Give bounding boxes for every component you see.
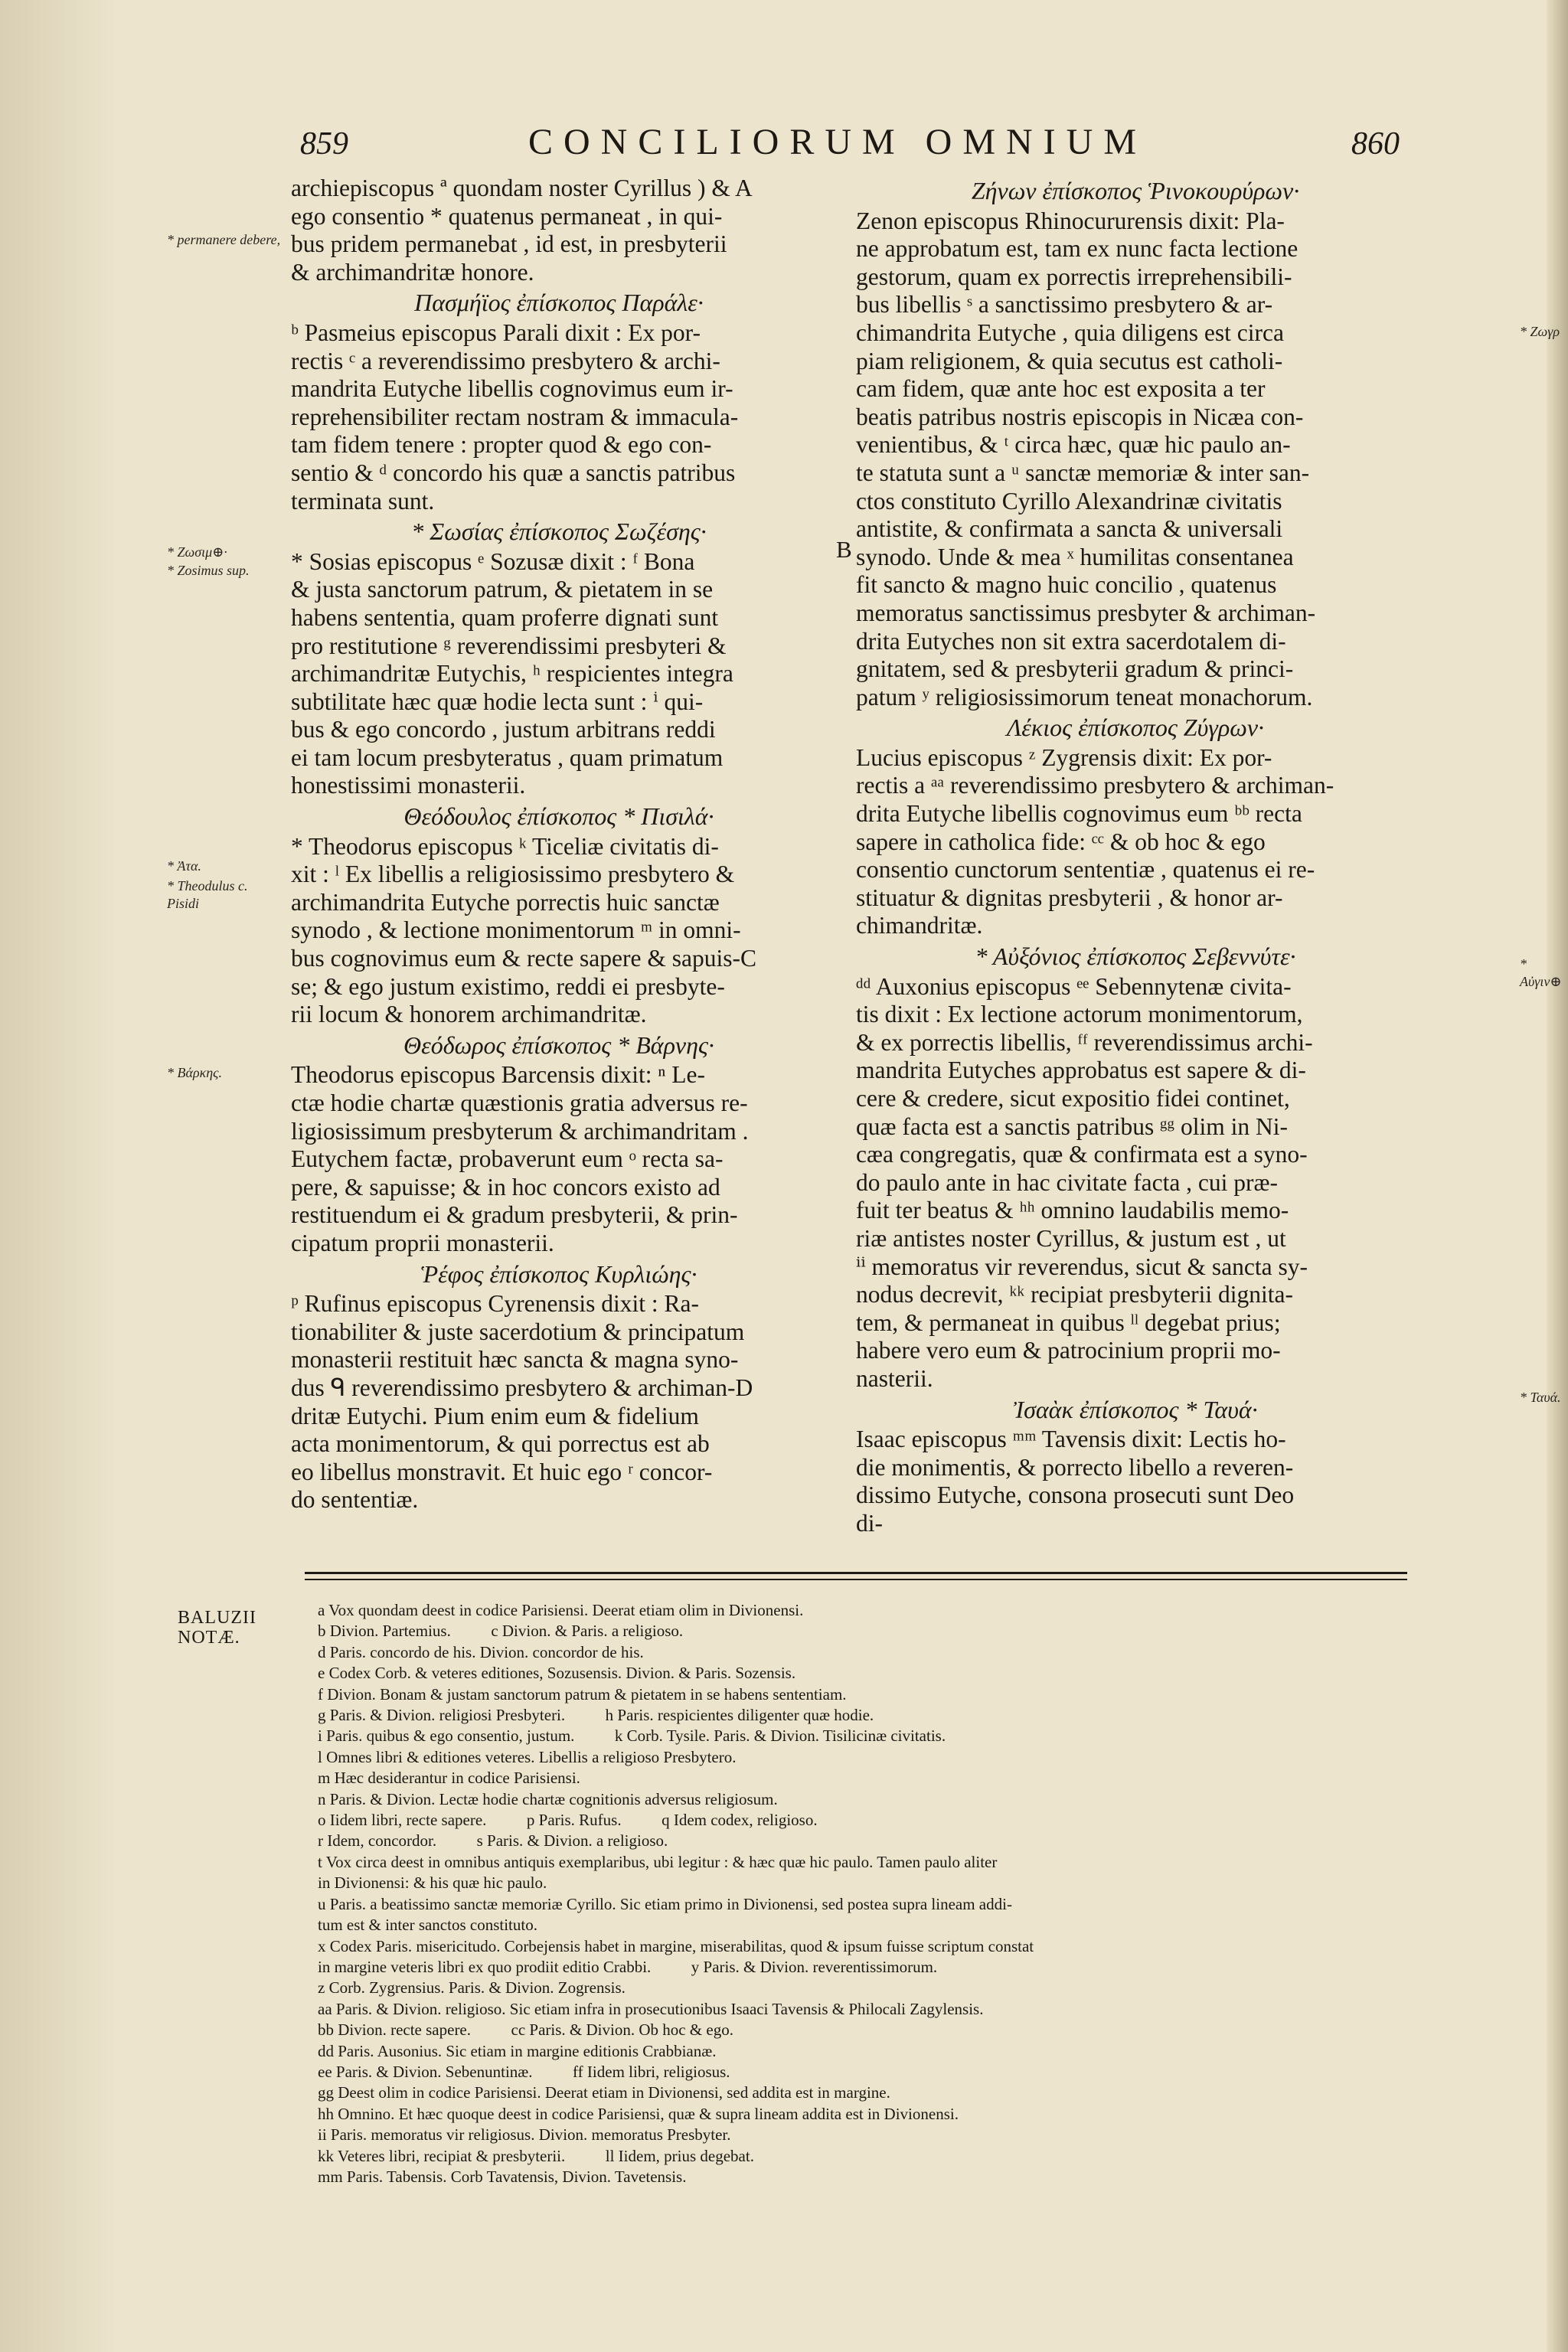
footnote-line: aa Paris. & Divion. religioso. Sic etiam infra in prosecutionibus Isaaci Tavensis & Philocali Zagylensis. bbox=[318, 1999, 984, 2018]
text-line: Eutychem factæ, probaverunt eum ᵒ recta sa- bbox=[291, 1145, 724, 1173]
text-line: ⁱⁱ memoratus vir reverendus, sicut & sancta sy- bbox=[856, 1253, 1308, 1280]
greek-heading: Πασμήϊος ἐπίσκοπος Παράλε· bbox=[414, 289, 704, 317]
text-line: te statuta sunt a ᵘ sanctæ memoriæ & inter san- bbox=[856, 459, 1310, 486]
text-line: habere vero eum & patrocinium proprii mo- bbox=[856, 1337, 1281, 1364]
text-line: restituendum ei & gradum presbyterii, & prin- bbox=[291, 1201, 738, 1229]
footnote-line: o Iidem libri, recte sapere. p Paris. Rufus. q Idem codex, religioso. bbox=[318, 1811, 818, 1830]
footnote-line: tum est & inter sanctos constituto. bbox=[318, 1916, 537, 1935]
footnote-line: n Paris. & Divion. Lectæ hodie chartæ cognitionis adversus religiosum. bbox=[318, 1789, 778, 1808]
notes-label-line: BALUZII bbox=[178, 1608, 256, 1628]
footnote-line: t Vox circa deest in omnibus antiquis exemplaribus, ubi legitur : & hæc quæ hic paulo. Tamen paulo aliter bbox=[318, 1852, 998, 1871]
text-line: ctos constituto Cyrillo Alexandrinæ civitatis bbox=[856, 487, 1282, 514]
right-page-number: 860 bbox=[1351, 126, 1400, 162]
text-line: do paulo ante in hac civitate facta , cui præ- bbox=[856, 1168, 1279, 1196]
text-line: & ex porrectis libellis, ᶠᶠ reverendissimus archi- bbox=[856, 1028, 1313, 1056]
text-line: synodo , & lectione monimentorum ᵐ in omni- bbox=[291, 916, 741, 944]
text-line: ligiosissimum presbyterum & archimandritam . bbox=[291, 1117, 749, 1145]
text-line: tionabiliter & juste sacerdotium & principatum bbox=[291, 1318, 745, 1345]
running-header bbox=[0, 121, 1568, 167]
footnote-line: u Paris. a beatissimo sanctæ memoriæ Cyrillo. Sic etiam primo in Divionensi, sed postea supra lineam addi- bbox=[318, 1894, 1012, 1913]
text-line: dritæ Eutychi. Pium enim eum & fidelium bbox=[291, 1402, 699, 1429]
text-line: riæ antistes noster Cyrillus, & justum est , ut bbox=[856, 1224, 1286, 1252]
text-line: chimandrita Eutyche , quia diligens est circa bbox=[856, 318, 1284, 346]
text-line: venientibus, & ᵗ circa hæc, quæ hic paulo an- bbox=[856, 431, 1291, 459]
baluze-notes bbox=[318, 1600, 1405, 2187]
text-line: pere, & sapuisse; & in hoc concors existo ad bbox=[291, 1173, 720, 1200]
text-line: ᵈᵈ Auxonius episcopus ᵉᵉ Sebennytenæ civita- bbox=[856, 972, 1292, 1000]
footnote-line: gg Deest olim in codice Parisiensi. Deerat etiam in Divionensi, sed addita est in margine. bbox=[318, 2083, 890, 2102]
text-line: consentio cunctorum sententiæ , quatenus ei re- bbox=[856, 856, 1315, 884]
text-line: fuit ter beatus & ʰʰ omnino laudabilis memo- bbox=[856, 1197, 1289, 1224]
text-line: honestissimi monasterii. bbox=[291, 772, 526, 799]
footnote-line: ii Paris. memoratus vir religiosus. Divion. memoratus Presbyter. bbox=[318, 2125, 731, 2145]
text-line: do sententiæ. bbox=[291, 1486, 419, 1514]
text-line: antistite, & confirmata a sancta & universali bbox=[856, 515, 1283, 543]
left-text-column bbox=[291, 175, 827, 1514]
text-line: bus & ego concordo , justum arbitrans reddi bbox=[291, 716, 716, 743]
text-line: chimandritæ. bbox=[856, 912, 983, 939]
notes-label-line: NOTÆ. bbox=[178, 1628, 240, 1648]
text-line: monasterii restituit hæc sancta & magna syno- bbox=[291, 1346, 739, 1374]
left-page-number: 859 bbox=[300, 126, 348, 162]
margin-note-zosim-greek: * Ζωσιμ⊕· bbox=[167, 544, 227, 560]
text-line: sentio & ᵈ concordo his quæ a sanctis patribus bbox=[291, 459, 736, 486]
text-line: pro restitutione ᵍ reverendissimi presbyteri & bbox=[291, 632, 727, 659]
margin-note-ata: * Ἀτα. bbox=[167, 858, 201, 874]
text-line: Zenon episcopus Rhinocururensis dixit: Pla- bbox=[856, 207, 1285, 234]
text-line: ego consentio * quatenus permaneat , in qui- bbox=[291, 202, 723, 230]
footnote-line: a Vox quondam deest in codice Parisiensi. Deerat etiam olim in Divionensi. bbox=[318, 1601, 804, 1619]
section-letter-b: B bbox=[836, 536, 852, 563]
text-line: nasterii. bbox=[856, 1364, 933, 1392]
text-line: ctæ hodie chartæ quæstionis gratia adversus re- bbox=[291, 1089, 748, 1116]
text-line: Lucius episcopus ᶻ Zygrensis dixit: Ex por- bbox=[856, 743, 1272, 771]
text-line: patum ʸ religiosissimorum teneat monachorum. bbox=[856, 683, 1313, 710]
footnote-line: i Paris. quibus & ego consentio, justum. k Corb. Tysile. Paris. & Divion. Tisilicinæ civitatis. bbox=[318, 1726, 946, 1746]
text-line: mandrita Eutyches approbatus est sapere & di- bbox=[856, 1057, 1306, 1084]
footnote-line: z Corb. Zygrensius. Paris. & Divion. Zogrensis. bbox=[318, 1978, 626, 1998]
footnote-line: ee Paris. & Divion. Sebenuntinæ. ff Iidem libri, religiosus. bbox=[318, 2062, 730, 2081]
margin-note-taua: * Ταυά. bbox=[1520, 1390, 1561, 1405]
footnote-line: bb Divion. recte sapere. cc Paris. & Divion. Ob hoc & ego. bbox=[318, 2020, 733, 2040]
text-line: & justa sanctorum patrum, & pietatem in se bbox=[291, 576, 714, 603]
text-line: ᵖ Rufinus episcopus Cyrenensis dixit : Ra- bbox=[291, 1290, 700, 1318]
text-line: gestorum, quam ex porrectis irreprehensibili- bbox=[856, 263, 1292, 290]
text-line: tis dixit : Ex lectione actorum monimentorum, bbox=[856, 1001, 1303, 1028]
footnote-line: dd Paris. Ausonius. Sic etiam in margine editionis Crabbianæ. bbox=[318, 2041, 717, 2060]
binding-gutter bbox=[0, 0, 115, 2352]
text-line: cere & credere, sicut expositio fidei continet, bbox=[856, 1085, 1290, 1112]
text-line: dus ᑫ reverendissimo presbytero & archiman-D bbox=[291, 1374, 753, 1401]
footnote-line: in margine veteris libri ex quo prodiit editio Crabbi. y Paris. & Divion. reverentissimorum. bbox=[318, 1957, 938, 1976]
footnote-line: l Omnes libri & editiones veteres. Libellis a religioso Presbytero. bbox=[318, 1747, 737, 1766]
footnote-line: mm Paris. Tabensis. Corb Tavatensis, Divion. Tavetensis. bbox=[318, 2167, 687, 2186]
greek-heading: Λέκιος ἐπίσκοπος Ζύγρων· bbox=[1006, 714, 1265, 742]
text-line: memoratus sanctissimus presbyter & archiman- bbox=[856, 599, 1316, 626]
text-line: ei tam locum presbyteratus , quam primatum bbox=[291, 743, 724, 771]
text-line: xit : ˡ Ex libellis a religiosissimo presbytero & bbox=[291, 861, 735, 888]
text-line: terminata sunt. bbox=[291, 487, 435, 514]
text-line: rii locum & honorem archimandritæ. bbox=[291, 1001, 647, 1028]
text-line: Theodorus episcopus Barcensis dixit: ⁿ Le- bbox=[291, 1061, 705, 1089]
text-line: * Sosias episcopus ᵉ Sozusæ dixit : ᶠ Bona bbox=[291, 547, 695, 575]
text-line: ne approbatum est, tam ex nunc facta lectione bbox=[856, 235, 1298, 263]
text-line: * Theodorus episcopus ᵏ Ticeliæ civitatis di- bbox=[291, 832, 719, 860]
text-line: bus cognovimus eum & recte sapere & sapuis-C bbox=[291, 945, 756, 972]
text-line: rectis a ᵃᵃ reverendissimo presbytero & archiman- bbox=[856, 772, 1334, 799]
greek-heading: * Σωσίας ἐπίσκοπος Σωζέσης· bbox=[411, 518, 707, 546]
margin-note-augin: * Αὐγιν⊕ bbox=[1520, 956, 1562, 989]
text-line: archiepiscopus ª quondam noster Cyrillus ) & A bbox=[291, 175, 753, 201]
text-line: mandrita Eutyche libellis cognovimus eum ir- bbox=[291, 375, 733, 403]
text-line: archimandrita Eutyche porrectis huic sanctæ bbox=[291, 888, 720, 916]
text-line: di- bbox=[856, 1509, 883, 1537]
greek-heading: Ῥέφος ἐπίσκοπος Κυρλιώης· bbox=[420, 1259, 697, 1288]
text-line: & archimandritæ honore. bbox=[291, 258, 534, 286]
footnote-rule bbox=[305, 1572, 1407, 1580]
text-line: dissimo Eutyche, consona prosecuti sunt Deo bbox=[856, 1481, 1295, 1509]
footnote-line: r Idem, concordor. s Paris. & Divion. a religioso. bbox=[318, 1831, 668, 1851]
text-line: subtilitate hæc quæ hodie lecta sunt : ⁱ qui- bbox=[291, 688, 704, 715]
text-line: ᵇ Pasmeius episcopus Parali dixit : Ex por- bbox=[291, 318, 701, 346]
footnote-line: kk Veteres libri, recipiat & presbyterii. ll Iidem, prius degebat. bbox=[318, 2146, 754, 2165]
text-line: drita Eutyches non sit extra sacerdotalem di- bbox=[856, 627, 1286, 655]
text-line: tem, & permaneat in quibus ˡˡ degebat prius; bbox=[856, 1308, 1281, 1336]
text-line: nodus decrevit, ᵏᵏ recipiat presbyterii dignita- bbox=[856, 1281, 1293, 1308]
greek-heading: Ζήνων ἐπίσκοπος Ῥινοκουρύρων· bbox=[971, 177, 1300, 204]
text-line: cipatum proprii monasterii. bbox=[291, 1229, 554, 1256]
footnote-line: b Divion. Partemius. c Divion. & Paris. a religioso. bbox=[318, 1622, 684, 1641]
text-line: archimandritæ Eutychis, ʰ respicientes integra bbox=[291, 660, 733, 688]
text-line: eo libellus monstravit. Et huic ego ʳ concor- bbox=[291, 1458, 713, 1485]
footnote-line: m Hæc desiderantur in codice Parisiensi. bbox=[318, 1769, 580, 1788]
text-line: reprehensibiliter rectam nostram & immacula- bbox=[291, 403, 739, 430]
margin-note-zosimus: * Zosimus sup. bbox=[167, 563, 250, 578]
text-line: se; & ego justum existimo, reddi ei presbyte- bbox=[291, 972, 725, 1000]
margin-note-permanere: * permanere debere, bbox=[167, 232, 281, 247]
footnote-line: g Paris. & Divion. religiosi Presbyteri. h Paris. respicientes diligenter quæ hodie. bbox=[318, 1706, 874, 1725]
greek-heading: * Αὐξόνιος ἐπίσκοπος Σεβεννύτε· bbox=[975, 942, 1296, 971]
text-line: bus libellis ˢ a sanctissimo presbytero & ar- bbox=[856, 291, 1273, 318]
text-line: stituatur & dignitas presbyterii , & honor ar- bbox=[856, 884, 1283, 911]
text-line: acta monimentorum, & qui porrectus est ab bbox=[291, 1430, 710, 1458]
text-line: synodo. Unde & mea ˣ humilitas consentanea bbox=[856, 543, 1294, 570]
text-line: Isaac episcopus ᵐᵐ Tavensis dixit: Lectis ho- bbox=[856, 1426, 1286, 1453]
text-line: die monimentis, & porrecto libello a reveren- bbox=[856, 1453, 1294, 1481]
footnote-line: x Codex Paris. misericitudo. Corbejensis habet in margine, miserabilitas, quod & ipsum fuisse scriptum constat bbox=[318, 1936, 1034, 1955]
text-line: beatis patribus nostris episcopis in Nicæa con- bbox=[856, 403, 1304, 430]
text-line: rectis ᶜ a reverendissimo presbytero & archi- bbox=[291, 347, 720, 374]
greek-heading: Ἰσαὰκ ἐπίσκοπος * Ταυά· bbox=[1013, 1395, 1258, 1423]
text-line: tam fidem tenere : propter quod & ego con- bbox=[291, 431, 712, 459]
text-line: drita Eutyche libellis cognovimus eum ᵇᵇ recta bbox=[856, 800, 1302, 828]
right-text-column bbox=[856, 175, 1415, 1538]
text-line: fit sancto & magno huic concilio , quatenus bbox=[856, 571, 1277, 599]
text-line: piam religionem, & quia secutus est catholi- bbox=[856, 347, 1283, 374]
text-line: gnitatem, sed & presbyterii gradum & princi- bbox=[856, 655, 1294, 683]
text-line: quæ facta est a sanctis patribus ᵍᵍ olim in Ni- bbox=[856, 1112, 1288, 1140]
footnote-line: d Paris. concordo de his. Divion. concordor de his. bbox=[318, 1642, 644, 1661]
footnote-line: hh Omnino. Et hæc quoque deest in codice Parisiensi, quæ & supra lineam addita est in Divionensi. bbox=[318, 2104, 959, 2123]
text-line: sapere in catholica fide: ᶜᶜ & ob hoc & ego bbox=[856, 828, 1266, 855]
margin-note-zogr: * Ζωγρ bbox=[1520, 324, 1560, 339]
notes-label bbox=[178, 1608, 256, 1648]
footnote-line: in Divionensi: & his quæ hic paulo. bbox=[318, 1873, 547, 1893]
greek-heading: Θεόδουλος ἐπίσκοπος * Πισιλά· bbox=[403, 802, 714, 831]
text-line: cam fidem, quæ ante hoc est exposita a ter bbox=[856, 375, 1266, 403]
margin-note-barkes: * Βάρκης. bbox=[167, 1065, 222, 1080]
margin-note-theodulus: * Theodulus c. Pisidi bbox=[167, 878, 248, 911]
page-edge bbox=[1547, 0, 1568, 2352]
text-line: bus pridem permanebat , id est, in presbyterii bbox=[291, 230, 727, 258]
footnote-line: f Divion. Bonam & justam sanctorum patrum & pietatem in se habens sententiam. bbox=[318, 1684, 847, 1704]
footnote-line: e Codex Corb. & veteres editiones, Sozusensis. Divion. & Paris. Sozensis. bbox=[318, 1664, 796, 1683]
text-line: cæa congregatis, quæ & confirmata est a syno- bbox=[856, 1141, 1308, 1168]
text-line: habens sententia, quam proferre dignati sunt bbox=[291, 603, 719, 631]
greek-heading: Θεόδωρος ἐπίσκοπος * Βάρνης· bbox=[403, 1031, 714, 1059]
running-title: CONCILIORUM OMNIUM bbox=[528, 122, 1148, 162]
